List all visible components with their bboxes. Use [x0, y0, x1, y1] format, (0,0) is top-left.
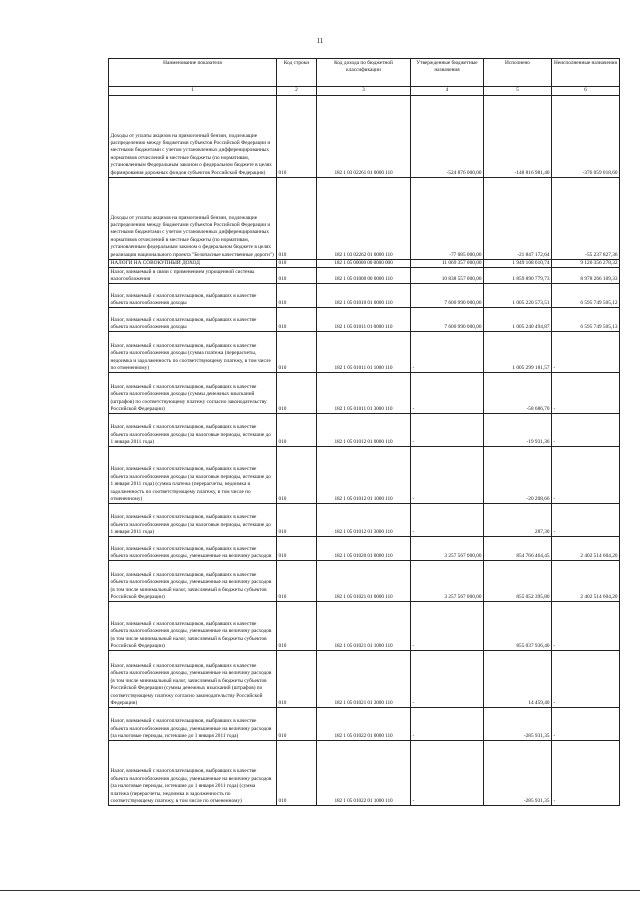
- approved-amount-cell: -: [411, 332, 484, 373]
- remaining-amount-cell: -376 059 018,60: [552, 96, 620, 178]
- approved-amount-cell: 7 600 990 000,00: [411, 308, 484, 332]
- executed-amount-cell: 1 005 299 181,57: [484, 332, 552, 373]
- budget-code-cell: 182 1 03 02261 01 0000 110: [317, 96, 411, 178]
- budget-code-cell: 182 1 05 01021 01 3000 110: [317, 651, 411, 708]
- executed-amount-cell: 1 859 890 779,73: [484, 268, 552, 284]
- executed-amount-cell: -285 931,35: [484, 708, 552, 741]
- row-code-cell: 010: [277, 504, 317, 537]
- executed-amount-cell: 14 459,40: [484, 651, 552, 708]
- approved-amount-cell: -: [411, 447, 484, 504]
- budget-code-cell: 182 1 05 01021 01 1000 110: [317, 602, 411, 651]
- budget-code-cell: 182 1 05 01020 01 0000 110: [317, 537, 411, 561]
- row-code-cell: 010: [277, 308, 317, 332]
- executed-amount-cell: 1 005 240 494,87: [484, 308, 552, 332]
- row-code-cell: 010: [277, 284, 317, 308]
- table-row: [109, 96, 620, 178]
- table-row: [109, 414, 620, 447]
- approved-amount-cell: 11 069 357 000,00: [411, 260, 484, 268]
- indicator-name-cell: Налог, взимаемый с налогоплательщиков, выбравших в качестве объекта налогообложения доходы: [109, 284, 277, 308]
- executed-amount-cell: -20 208,66: [484, 447, 552, 504]
- budget-code-cell: 182 1 05 01011 01 1000 110: [317, 332, 411, 373]
- approved-amount-cell: -524 876 000,00: [411, 96, 484, 178]
- table-row: [109, 332, 620, 373]
- table-row: [109, 373, 620, 414]
- approved-amount-cell: -: [411, 504, 484, 537]
- indicator-name-cell: Налог, взимаемый с налогоплательщиков, выбравших в качестве объекта налогообложения доходы, уменьшенные на величину расходов: [109, 537, 277, 561]
- header-executed: Исполнено: [484, 59, 552, 87]
- indicator-name-cell: Доходы от уплаты акцизов на прямогонный бензин, подлежащие распределению между бюджетами субъектов Российской Федерации и местными бюджетами с учетом установленных дифференцированных нормативов отчислений в местные бюджеты (по нормативам, установленным федеральным законом о федеральном бюджете в целях реализации национального проекта "Безопасные качественные дороги"): [109, 178, 277, 260]
- budget-code-cell: 182 1 05 01011 01 0000 110: [317, 308, 411, 332]
- indicator-name-cell: Налог, взимаемый с налогоплательщиков, выбравших в качестве объекта налогообложения доходы, уменьшенные на величину расходов (в том числе минимальный налог, зачисляемый в бюджеты субъектов Российской Федерации): [109, 602, 277, 651]
- budget-code-cell: 182 1 05 01012 01 0000 110: [317, 414, 411, 447]
- remaining-amount-cell: -: [552, 602, 620, 651]
- footer-divider: [0, 890, 640, 891]
- executed-amount-cell: 287,30: [484, 504, 552, 537]
- remaining-amount-cell: 2 402 514 604,20: [552, 561, 620, 602]
- remaining-amount-cell: -: [552, 741, 620, 806]
- row-code-cell: 010: [277, 373, 317, 414]
- indicator-name-cell: Налог, взимаемый с налогоплательщиков, выбравших в качестве объекта налогообложения доходы (суммы денежных взысканий (штрафов) по соответствующему платежу согласно законодательству Российской Федерации): [109, 373, 277, 414]
- table-row: [109, 651, 620, 708]
- budget-code-cell: 182 1 05 01021 01 0000 110: [317, 561, 411, 602]
- column-number: 3: [317, 87, 411, 96]
- table-row: [109, 308, 620, 332]
- row-code-cell: 010: [277, 447, 317, 504]
- row-code-cell: 010: [277, 561, 317, 602]
- row-code-cell: 010: [277, 708, 317, 741]
- row-code-cell: 010: [277, 537, 317, 561]
- table-header-row: [109, 59, 620, 87]
- table-row: [109, 447, 620, 504]
- budget-code-cell: 182 1 05 01011 01 3000 110: [317, 373, 411, 414]
- remaining-amount-cell: -: [552, 504, 620, 537]
- indicator-name-cell: Налог, взимаемый в связи с применением упрощенной системы налогообложения: [109, 268, 277, 284]
- table-row: [109, 284, 620, 308]
- budget-code-cell: 182 1 05 01010 01 0000 110: [317, 284, 411, 308]
- remaining-amount-cell: 8 978 266 109,33: [552, 268, 620, 284]
- table-row: [109, 602, 620, 651]
- row-code-cell: 010: [277, 260, 317, 268]
- row-code-cell: 010: [277, 741, 317, 806]
- approved-amount-cell: -: [411, 373, 484, 414]
- income-report-table: [108, 58, 620, 806]
- approved-amount-cell: -: [411, 414, 484, 447]
- indicator-name-cell: Налог, взимаемый с налогоплательщиков, выбравших в качестве объекта налогообложения доходы (сумма платежа (перерасчеты, недоимка и задолженность по соответствующему платежу, в том числе по отмененному): [109, 332, 277, 373]
- indicator-name-cell: Налог, взимаемый с налогоплательщиков, выбравших в качестве объекта налогообложения доходы, уменьшенные на величину расходов (в том числе минимальный налог, зачисляемый в бюджеты субъектов Российской Федерации (суммы денежных взысканий (штрафов) по соответствующему платежу согласно законодательству Российской Федерации): [109, 651, 277, 708]
- budget-code-cell: 182 1 03 02262 01 0000 110: [317, 178, 411, 260]
- remaining-amount-cell: 2 402 514 604,20: [552, 537, 620, 561]
- table-row: [109, 178, 620, 260]
- executed-amount-cell: -21 847 172,64: [484, 178, 552, 260]
- executed-amount-cell: 854 766 464,45: [484, 537, 552, 561]
- row-code-cell: 010: [277, 651, 317, 708]
- table-row: [109, 260, 620, 268]
- approved-amount-cell: 3 257 567 000,00: [411, 561, 484, 602]
- indicator-name-cell: Налог, взимаемый с налогоплательщиков, выбравших в качестве объекта налогообложения доходы: [109, 308, 277, 332]
- row-code-cell: 010: [277, 414, 317, 447]
- table-row: [109, 741, 620, 806]
- executed-amount-cell: -58 686,70: [484, 373, 552, 414]
- indicator-name-cell: Налог, взимаемый с налогоплательщиков, выбравших в качестве объекта налогообложения доходы (за налоговые периоды, истекшие до 1 января 2011 года) (сумма платежа (перерасчеты, недоимка и задолженность по соответствующему платежу, в том числе по отмененному): [109, 447, 277, 504]
- table-row: [109, 561, 620, 602]
- indicator-name-cell: Доходы от уплаты акцизов на прямогонный бензин, подлежащие распределению между бюджетами субъектов Российской Федерации и местными бюджетами с учетом установленных дифференцированных нормативов отчислений в местные бюджеты (по нормативам, установленным Федеральным законом о федеральном бюджете в целях формирования дорожных фондов субъектов Российской Федерации): [109, 96, 277, 178]
- approved-amount-cell: -: [411, 708, 484, 741]
- remaining-amount-cell: -: [552, 447, 620, 504]
- table-row: [109, 504, 620, 537]
- row-code-cell: 010: [277, 268, 317, 284]
- column-number: 1: [109, 87, 277, 96]
- header-row-code: Код строки: [277, 59, 317, 87]
- remaining-amount-cell: 9 120 356 278,32: [552, 260, 620, 268]
- executed-amount-cell: 1 005 220 573,51: [484, 284, 552, 308]
- remaining-amount-cell: -: [552, 708, 620, 741]
- table-body: [109, 96, 620, 806]
- indicator-name-cell: НАЛОГИ НА СОВОКУПНЫЙ ДОХОД: [109, 260, 277, 268]
- approved-amount-cell: 7 600 990 000,00: [411, 284, 484, 308]
- column-number: 4: [411, 87, 484, 96]
- approved-amount-cell: -: [411, 651, 484, 708]
- indicator-name-cell: Налог, взимаемый с налогоплательщиков, выбравших в качестве объекта налогообложения доходы, уменьшенные на величину расходов (за налоговые периоды, истекшие до 1 января 2011 года): [109, 708, 277, 741]
- row-code-cell: 010: [277, 332, 317, 373]
- table-row: [109, 537, 620, 561]
- remaining-amount-cell: 6 595 749 505,13: [552, 308, 620, 332]
- indicator-name-cell: Налог, взимаемый с налогоплательщиков, выбравших в качестве объекта налогообложения доходы, уменьшенные на величину расходов (в том числе минимальный налог, зачисляемый в бюджеты субъектов Российской Федерации): [109, 561, 277, 602]
- budget-code-cell: 182 1 05 00000 00 0000 000: [317, 260, 411, 268]
- approved-amount-cell: -: [411, 602, 484, 651]
- budget-code-cell: 182 1 05 01012 01 3000 110: [317, 504, 411, 537]
- table-row: [109, 708, 620, 741]
- row-code-cell: 010: [277, 96, 317, 178]
- column-number: 5: [484, 87, 552, 96]
- remaining-amount-cell: -: [552, 332, 620, 373]
- budget-code-cell: 182 1 05 01022 01 0000 110: [317, 708, 411, 741]
- executed-amount-cell: -285 931,35: [484, 741, 552, 806]
- executed-amount-cell: 1 949 108 610,74: [484, 260, 552, 268]
- approved-amount-cell: 3 257 567 000,00: [411, 537, 484, 561]
- executed-amount-cell: -19 931,36: [484, 414, 552, 447]
- executed-amount-cell: 855 052 395,80: [484, 561, 552, 602]
- row-code-cell: 010: [277, 602, 317, 651]
- remaining-amount-cell: -: [552, 651, 620, 708]
- approved-amount-cell: -: [411, 741, 484, 806]
- header-budget-code: Код дохода по бюджетной классификации: [317, 59, 411, 87]
- row-code-cell: 010: [277, 178, 317, 260]
- budget-code-cell: 182 1 05 01012 01 1000 110: [317, 447, 411, 504]
- column-number: 2: [277, 87, 317, 96]
- remaining-amount-cell: -: [552, 414, 620, 447]
- column-number: 6: [552, 87, 620, 96]
- header-approved: Утвержденные бюджетные назначения: [411, 59, 484, 87]
- executed-amount-cell: 855 037 936,40: [484, 602, 552, 651]
- approved-amount-cell: -77 085 000,00: [411, 178, 484, 260]
- budget-code-cell: 182 1 05 01000 00 0000 110: [317, 268, 411, 284]
- header-indicator-name: Наименование показателя: [109, 59, 277, 87]
- column-number-row: [109, 87, 620, 96]
- indicator-name-cell: Налог, взимаемый с налогоплательщиков, выбравших в качестве объекта налогообложения доходы (за налоговые периоды, истекшие до 1 января 2011 года): [109, 414, 277, 447]
- indicator-name-cell: Налог, взимаемый с налогоплательщиков, выбравших в качестве объекта налогообложения доходы, уменьшенные на величину расходов (за налоговые периоды, истекшие до 1 января 2011 года) (сумма платежа (перерасчеты, недоимка и задолженность по соответствующему платежу, в том числе по отмененному): [109, 741, 277, 806]
- header-remaining: Неисполненные назначения: [552, 59, 620, 87]
- executed-amount-cell: -148 816 981,40: [484, 96, 552, 178]
- approved-amount-cell: 10 838 557 000,00: [411, 268, 484, 284]
- remaining-amount-cell: 6 595 749 505,12: [552, 284, 620, 308]
- remaining-amount-cell: -: [552, 373, 620, 414]
- remaining-amount-cell: -55 237 827,36: [552, 178, 620, 260]
- indicator-name-cell: Налог, взимаемый с налогоплательщиков, выбравших в качестве объекта налогообложения доходы (за налоговые периоды, истекшие до 1 января 2011 года): [109, 504, 277, 537]
- page-number: 11: [316, 37, 324, 45]
- budget-code-cell: 182 1 05 01022 01 1000 110: [317, 741, 411, 806]
- table-row: [109, 268, 620, 284]
